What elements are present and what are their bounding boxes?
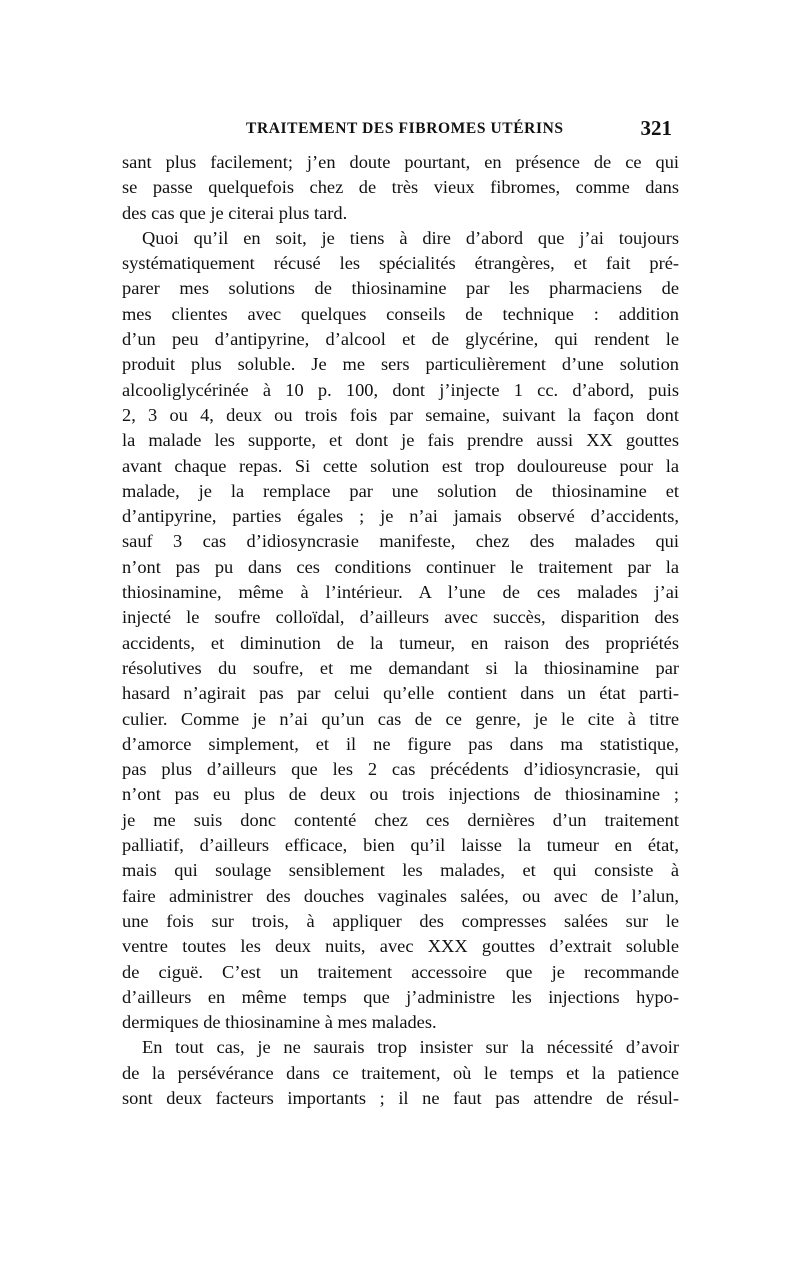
text-line: dermiques de thiosinamine à mes malades. [122,1012,437,1033]
text-line: n’ont pas eu plus de deux ou trois injections de thiosinamine ; [122,784,679,805]
text-line: 2, 3 ou 4, deux ou trois fois par semaine, suivant la façon dont [122,404,679,425]
text-line: se passe quelquefois chez de très vieux fibromes, comme dans [122,177,679,198]
text-line: n’ont pas pu dans ces conditions continuer le traitement par la [122,556,679,577]
text-line: d’ailleurs en même temps que j’administre les injections hypo- [122,986,679,1007]
page-number: 321 [640,116,672,140]
text-line: Quoi qu’il en soit, je tiens à dire d’abord que j’ai toujours [142,227,679,248]
text-line: En tout cas, je ne saurais trop insister sur la nécessité d’avoir [142,1037,679,1058]
text-line: d’un peu d’antipyrine, d’alcool et de glycérine, qui rendent le [122,329,679,350]
text-line: sont deux facteurs importants ; il ne faut pas attendre de résul- [122,1087,679,1108]
text-line: je me suis donc contenté chez ces dernières d’un traitement [122,809,679,830]
text-line: sauf 3 cas d’idiosyncrasie manifeste, chez des malades qui [122,531,679,552]
text-line: mes clientes avec quelques conseils de technique : addition [122,303,679,324]
text-line: malade, je la remplace par une solution de thiosinamine et [122,480,679,501]
text-line: alcooliglycérinée à 10 p. 100, dont j’injecte 1 cc. d’abord, puis [122,379,679,400]
text-line: injecté le soufre colloïdal, d’ailleurs avec succès, disparition des [122,607,679,628]
text-line: hasard n’agirait pas par celui qu’elle contient dans un état parti- [122,683,679,704]
text-line: systématiquement récusé les spécialités étrangères, et fait pré- [122,253,679,274]
text-line: la malade les supporte, et dont je fais prendre aussi XX gouttes [122,430,679,451]
page-header [122,116,682,144]
text-line: d’antipyrine, parties égales ; je n’ai jamais observé d’accidents, [122,506,679,527]
text-line: sant plus facilement; j’en doute pourtant, en présence de ce qui [122,152,679,172]
text-line: avant chaque repas. Si cette solution est trop douloureuse pour la [122,455,679,476]
text-line: produit plus soluble. Je me sers particulièrement d’une solution [122,354,679,375]
text-line: culier. Comme je n’ai qu’un cas de ce genre, je le cite à titre [122,708,679,729]
text-line: de la persévérance dans ce traitement, où le temps et la patience [122,1062,679,1083]
text-line: palliatif, d’ailleurs efficace, bien qu’il laisse la tumeur en état, [122,835,679,856]
text-line: résolutives du soufre, et me demandant si la thiosinamine par [122,657,679,678]
text-line: thiosinamine, même à l’intérieur. A l’une de ces malades j’ai [122,582,679,603]
running-title: TRAITEMENT DES FIBROMES UTÉRINS [246,120,564,137]
text-line: accidents, et diminution de la tumeur, en raison des propriétés [122,632,679,653]
body-text [122,150,679,1111]
text-line: pas plus d’ailleurs que les 2 cas précédents d’idiosyncrasie, qui [122,759,679,780]
text-line: parer mes solutions de thiosinamine par les pharmaciens de [122,278,679,299]
text-line: d’amorce simplement, et il ne figure pas dans ma statistique, [122,733,679,754]
text-line: ventre toutes les deux nuits, avec XXX gouttes d’extrait soluble [122,936,679,957]
text-line: des cas que je citerai plus tard. [122,202,348,223]
text-line: une fois sur trois, à appliquer des compresses salées sur le [122,910,679,931]
text-line: mais qui soulage sensiblement les malades, et qui consiste à [122,860,679,881]
text-line: de ciguë. C’est un traitement accessoire que je recommande [122,961,679,982]
text-line: faire administrer des douches vaginales salées, ou avec de l’alun, [122,885,679,906]
